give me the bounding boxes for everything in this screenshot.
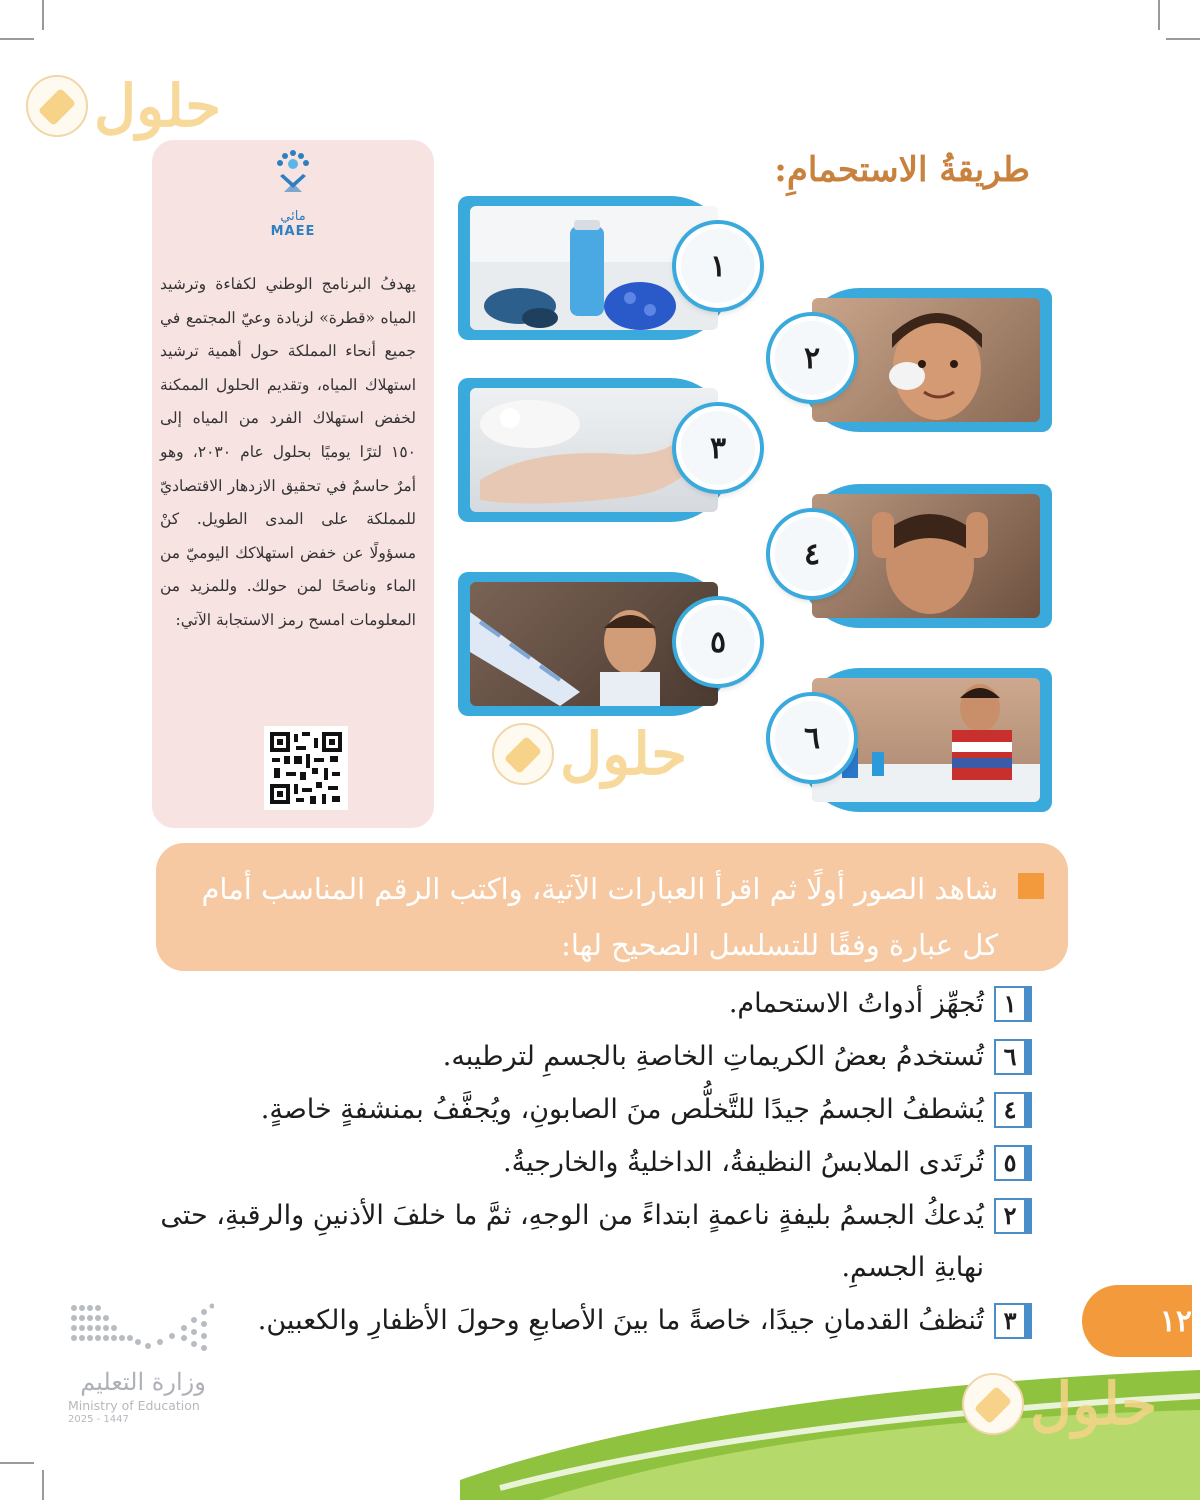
watermark-seal-icon bbox=[492, 723, 554, 785]
watermark-logo bbox=[26, 72, 221, 140]
logo-arabic-label: مائي bbox=[280, 209, 306, 224]
statement-item bbox=[152, 978, 1032, 1030]
page-number: ١٢ bbox=[1082, 1285, 1192, 1357]
photo-card-1 bbox=[458, 196, 730, 340]
watermark-seal-icon bbox=[962, 1373, 1024, 1435]
ministry-english-name: Ministry of Education bbox=[68, 1398, 200, 1413]
crop-mark bbox=[42, 1470, 44, 1500]
answer-box[interactable]: ١ bbox=[994, 986, 1032, 1022]
instruction-band bbox=[156, 843, 1068, 971]
crop-mark bbox=[42, 0, 44, 30]
statement-text: تُرتَدى الملابسُ النظيفةُ، الداخليةُ والخارجيةُ. bbox=[503, 1147, 984, 1178]
photo-card-5 bbox=[458, 572, 730, 716]
ministry-arabic-name: وزارة التعليم bbox=[80, 1368, 206, 1396]
photo-card-6 bbox=[800, 668, 1052, 812]
step-badge: ٥ bbox=[676, 600, 760, 684]
watermark-text: حلول bbox=[560, 720, 688, 788]
statement-text: تُنظفُ القدمانِ جيدًا، خاصةً ما بينَ الأصابعِ وحولَ الأظفارِ والكعبين. bbox=[257, 1305, 984, 1336]
crop-mark bbox=[0, 38, 34, 40]
crop-mark bbox=[0, 1462, 34, 1464]
maee-logo bbox=[255, 148, 331, 239]
statements-list bbox=[152, 978, 1032, 1348]
section-title: طريقةُ الاستحمامِ: bbox=[774, 150, 1030, 190]
step-badge: ٦ bbox=[770, 696, 854, 780]
statement-item bbox=[152, 1084, 1032, 1136]
answer-box[interactable]: ٥ bbox=[994, 1145, 1032, 1181]
statement-text: تُستخدمُ بعضُ الكريماتِ الخاصةِ بالجسمِ لترطيبه. bbox=[442, 1041, 984, 1072]
watermark-text: حلول bbox=[94, 72, 222, 140]
ministry-year: 2025 - 1447 bbox=[68, 1414, 129, 1425]
step-badge: ٢ bbox=[770, 316, 854, 400]
step-badge: ١ bbox=[676, 224, 760, 308]
ministry-logo bbox=[68, 1302, 218, 1425]
water-drop-logo-icon bbox=[255, 148, 331, 209]
watermark-logo bbox=[962, 1370, 1157, 1438]
statement-item bbox=[152, 1190, 1032, 1294]
photo-card-2 bbox=[800, 288, 1052, 432]
crop-mark bbox=[1158, 0, 1160, 30]
watermark-logo bbox=[492, 720, 687, 788]
statement-item bbox=[152, 1137, 1032, 1189]
logo-english-label: MAEE bbox=[270, 224, 316, 239]
step-badge: ٤ bbox=[770, 512, 854, 596]
statement-text: يُشطفُ الجسمُ جيدًا للتَّخلُّص منَ الصابونِ، ويُجفَّفُ بمنشفةٍ خاصةٍ. bbox=[260, 1094, 984, 1125]
ministry-emblem-icon bbox=[68, 1302, 214, 1354]
answer-box[interactable]: ٤ bbox=[994, 1092, 1032, 1128]
photo-card-4 bbox=[800, 484, 1052, 628]
step-badge: ٣ bbox=[676, 406, 760, 490]
bullet-square-icon bbox=[1018, 873, 1044, 899]
watermark-seal-icon bbox=[26, 75, 88, 137]
statement-text: تُجهِّز أدواتُ الاستحمام. bbox=[728, 988, 984, 1019]
statement-item bbox=[152, 1031, 1032, 1083]
watermark-text: حلول bbox=[1030, 1370, 1158, 1438]
answer-box[interactable]: ٦ bbox=[994, 1039, 1032, 1075]
photo-card-3 bbox=[458, 378, 730, 522]
instruction-text: شاهد الصور أولًا ثم اقرأ العبارات الآتية، واكتب الرقم المناسب أمام كل عبارة وفقًا للتسلسل الصحيح لها: bbox=[201, 872, 998, 962]
answer-box[interactable]: ٣ bbox=[994, 1303, 1032, 1339]
crop-mark bbox=[1166, 38, 1200, 40]
answer-box[interactable]: ٢ bbox=[994, 1198, 1032, 1234]
qr-code[interactable] bbox=[264, 726, 348, 810]
statement-item bbox=[152, 1295, 1032, 1347]
statement-text: يُدعكُ الجسمُ بليفةٍ ناعمةٍ ابتداءً من الوجهِ، ثمَّ ما خلفَ الأذنينِ والرقبةِ، حتى نهايةِ الجسمِ. bbox=[160, 1200, 984, 1283]
panel-paragraph: يهدفُ البرنامج الوطني لكفاءة وترشيد المياه «قطرة» لزيادة وعيّ المجتمع في جميع أنحاء المملكة حول أهمية ترشيد استهلاك المياه، وتقديم الحلول الممكنة لخفض استهلاك الفرد من المياه إلى ١٥٠ لترًا يوميًا بحلول عام ٢٠٣٠، وهو أمرٌ حاسمٌ في تحقيق الازدهار الاقتصاديّ للمملكة على المدى الطويل. كنْ مسؤولًا عن خفض استهلاكك اليوميّ من الماء وناصحًا لمن حولك. وللمزيد من المعلومات امسح رمز الاستجابة الآتي: bbox=[160, 275, 416, 629]
